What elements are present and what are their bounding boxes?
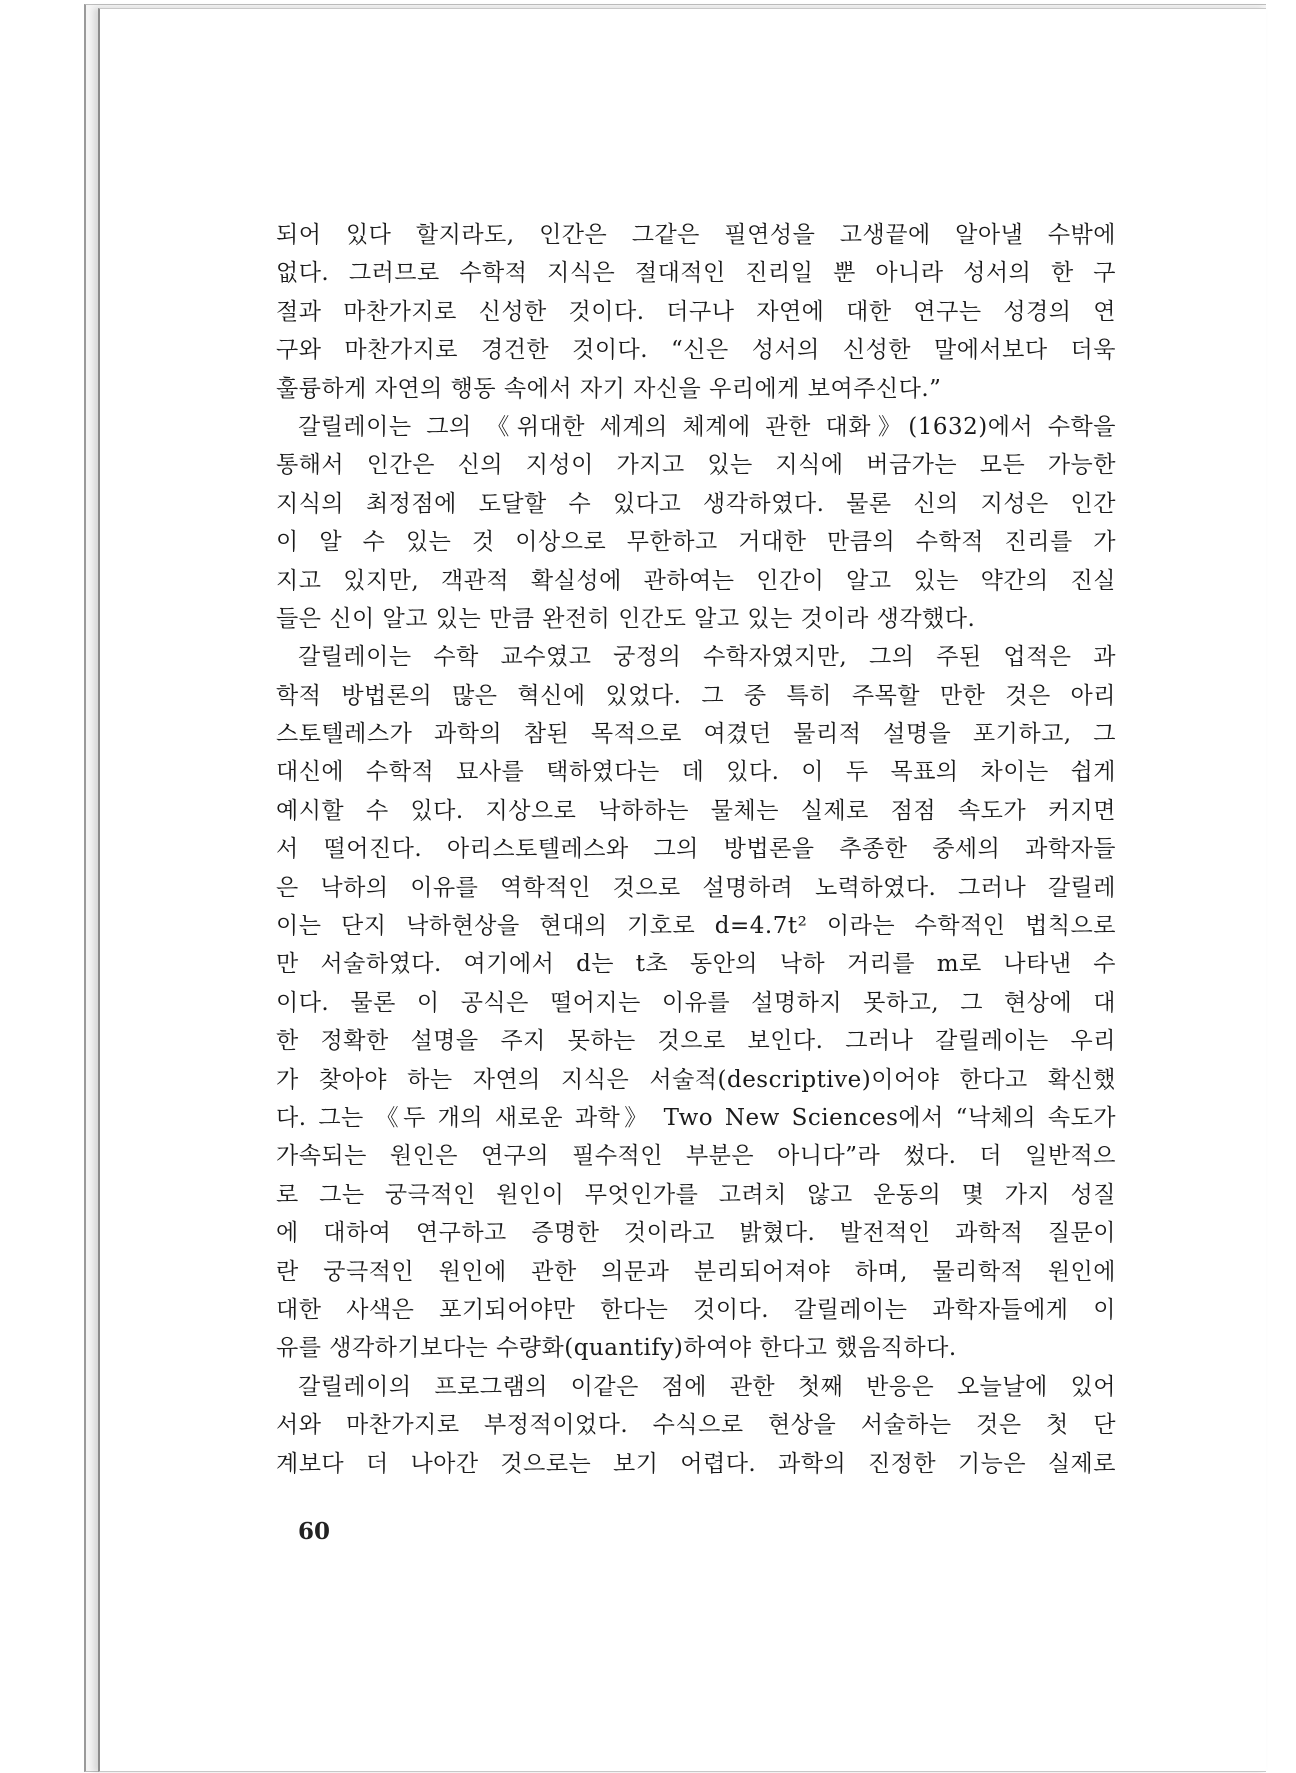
text-line: 가 찾아야 하는 자연의 지식은 서술적(descriptive)이어야 한다고 확신했 xyxy=(276,1066,1116,1093)
text-line: 학적 방법론의 많은 혁신에 있었다. 그 중 특히 주목할 만한 것은 아리 xyxy=(276,682,1116,709)
text-line: 절과 마찬가지로 신성한 것이다. 더구나 자연에 대한 연구는 성경의 연 xyxy=(276,298,1116,325)
text-line: 서 떨어진다. 아리스토텔레스와 그의 방법론을 추종한 중세의 과학자들 xyxy=(276,836,1116,863)
text-line: 로 그는 궁극적인 원인이 무엇인가를 고려치 않고 운동의 몇 가지 성질 xyxy=(276,1181,1116,1208)
text-line: 만 서술하였다. 여기에서 d는 t초 동안의 낙하 거리를 m로 나타낸 수 xyxy=(276,951,1116,978)
text-line: 계보다 더 나아간 것으로는 보기 어렵다. 과학의 진정한 기능은 실제로 xyxy=(276,1450,1116,1477)
text-line: 이는 단지 낙하현상을 현대의 기호로 d=4.7t² 이라는 수학적인 법칙으로 xyxy=(276,913,1116,940)
text-line: 스토텔레스가 과학의 참된 목적으로 여겼던 물리적 설명을 포기하고, 그 xyxy=(276,721,1116,748)
text-line: 들은 신이 알고 있는 만큼 완전히 인간도 알고 있는 것이라 생각했다. xyxy=(276,605,976,632)
text-line: 서와 마찬가지로 부정적이었다. 수식으로 현상을 서술하는 것은 첫 단 xyxy=(276,1412,1116,1439)
text-line: 갈릴레이의 프로그램의 이같은 점에 관한 첫째 반응은 오늘날에 있어 xyxy=(298,1373,1116,1400)
text-line: 가속되는 원인은 연구의 필수적인 부분은 아니다”라 썼다. 더 일반적으 xyxy=(276,1143,1116,1170)
text-line: 훌륭하게 자연의 행동 속에서 자기 자신을 우리에게 보여주신다.” xyxy=(276,375,942,402)
text-line: 이다. 물론 이 공식은 떨어지는 이유를 설명하지 못하고, 그 현상에 대 xyxy=(276,989,1116,1016)
text-line: 갈릴레이는 그의 《위대한 세계의 체계에 관한 대화》(1632)에서 수학을 xyxy=(298,413,1116,440)
text-line: 대신에 수학적 묘사를 택하였다는 데 있다. 이 두 목표의 차이는 쉽게 xyxy=(276,759,1116,786)
text-line: 다. 그는 《두 개의 새로운 과학》 Two New Sciences에서 “낙체의 속도가 xyxy=(276,1104,1116,1131)
text-line: 지식의 최정점에 도달할 수 있다고 생각하였다. 물론 신의 지성은 인간 xyxy=(276,490,1116,517)
text-line: 지고 있지만, 객관적 확실성에 관하여는 인간이 알고 있는 약간의 진실 xyxy=(276,567,1116,594)
page-body-text xyxy=(276,216,1116,1483)
text-line: 에 대하여 연구하고 증명한 것이라고 밝혔다. 발전적인 과학적 질문이 xyxy=(276,1220,1116,1247)
text-line: 구와 마찬가지로 경건한 것이다. “신은 성서의 신성한 말에서보다 더욱 xyxy=(276,337,1116,364)
text-line: 갈릴레이는 수학 교수였고 궁정의 수학자였지만, 그의 주된 업적은 과 xyxy=(298,644,1116,671)
text-line: 한 정확한 설명을 주지 못하는 것으로 보인다. 그러나 갈릴레이는 우리 xyxy=(276,1028,1116,1055)
text-line: 없다. 그러므로 수학적 지식은 절대적인 진리일 뿐 아니라 성서의 한 구 xyxy=(276,260,1116,287)
page-number: 60 xyxy=(298,1518,331,1545)
text-line: 대한 사색은 포기되어야만 한다는 것이다. 갈릴레이는 과학자들에게 이 xyxy=(276,1296,1116,1323)
text-line: 란 궁극적인 원인에 관한 의문과 분리되어져야 하며, 물리학적 원인에 xyxy=(276,1258,1116,1285)
text-line: 은 낙하의 이유를 역학적인 것으로 설명하려 노력하였다. 그러나 갈릴레 xyxy=(276,874,1116,901)
text-line: 예시할 수 있다. 지상으로 낙하하는 물체는 실제로 점점 속도가 커지면 xyxy=(276,797,1116,824)
text-line: 되어 있다 할지라도, 인간은 그같은 필연성을 고생끝에 알아낼 수밖에 xyxy=(276,222,1116,248)
text-line: 이 알 수 있는 것 이상으로 무한하고 거대한 만큼의 수학적 진리를 가 xyxy=(276,529,1116,556)
text-line: 통해서 인간은 신의 지성이 가지고 있는 지식에 버금가는 모든 가능한 xyxy=(276,452,1116,479)
text-line: 유를 생각하기보다는 수량화(quantify)하여야 한다고 했음직하다. xyxy=(276,1335,957,1362)
